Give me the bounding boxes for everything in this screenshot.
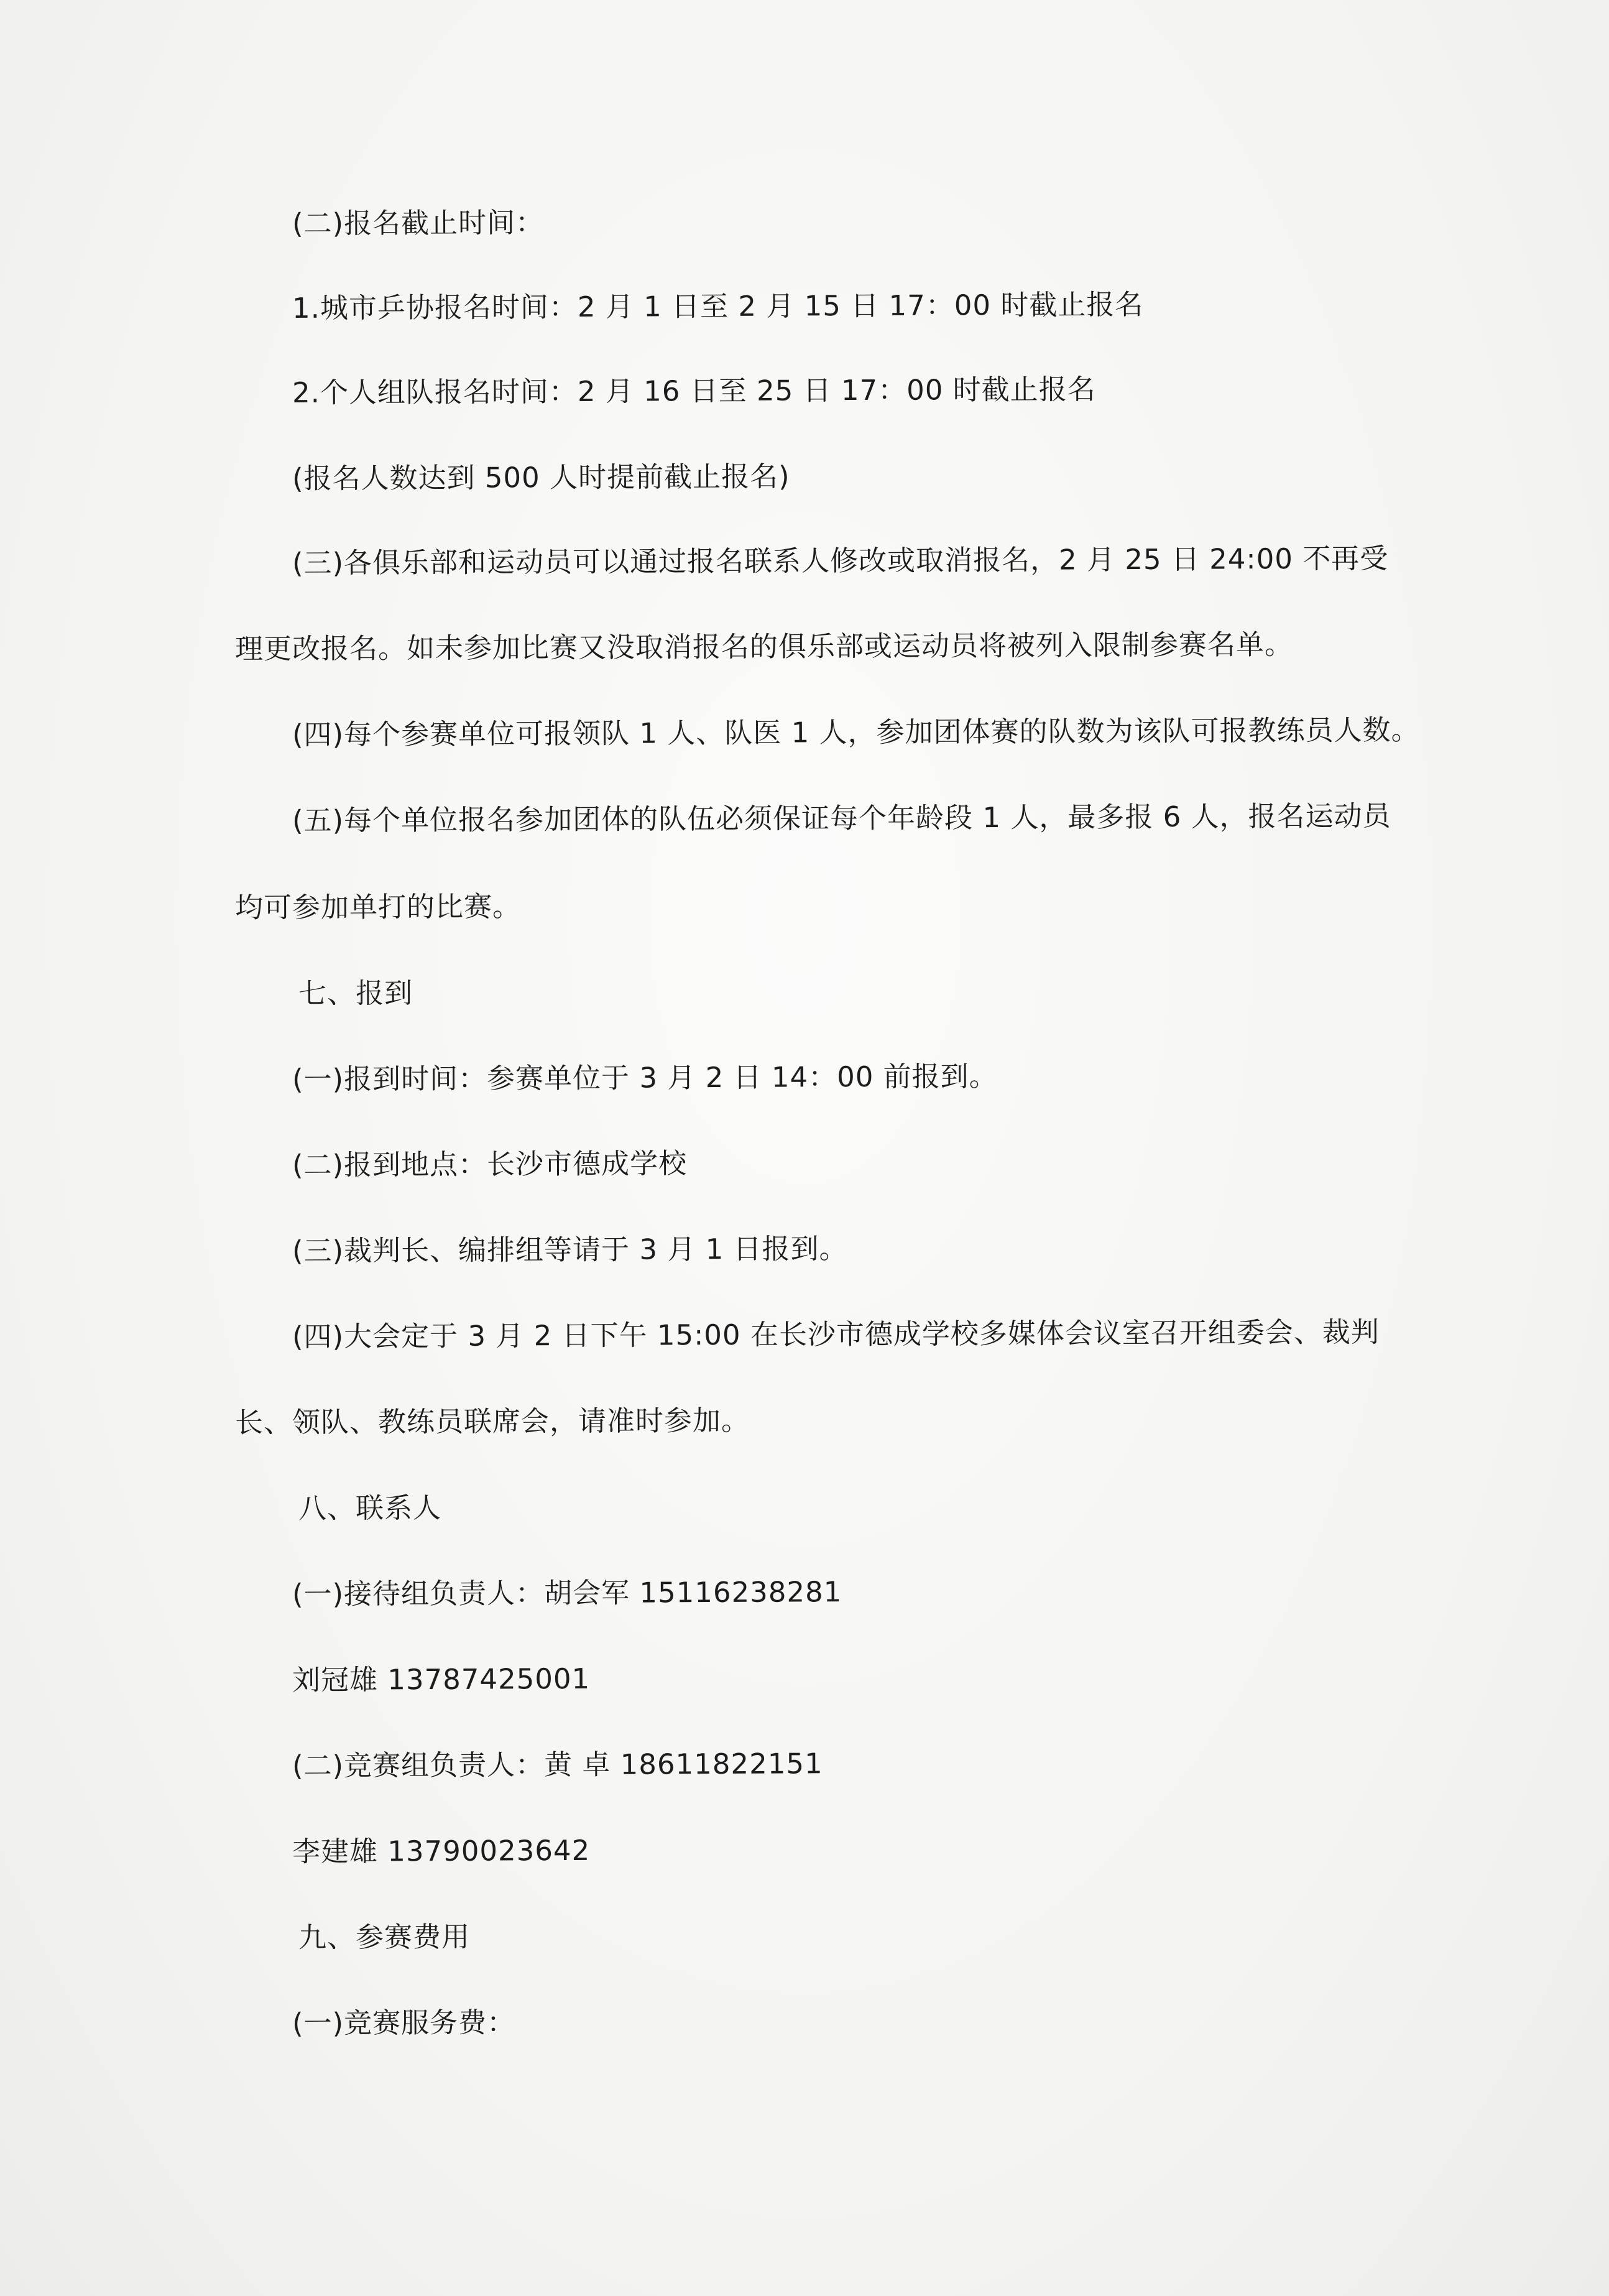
paragraph-line: 2.个人组队报名时间：2 月 16 日至 25 日 17：00 时截止报名 [292,373,1096,409]
paragraph-line: (二)报到地点：长沙市德成学校 [292,1147,688,1182]
section-heading: 八、联系人 [298,1491,442,1525]
paragraph-line: (一)接待组负责人：胡会军 15116238281 [292,1575,842,1611]
paragraph-line: (四)大会定于 3 月 2 日下午 15:00 在长沙市德成学校多媒体会议室召开组委会、裁判 [292,1315,1380,1353]
paragraph-line: (一)报到时间：参赛单位于 3 月 2 日 14：00 前报到。 [292,1060,998,1096]
paragraph-line: (三)裁判长、编排组等请于 3 月 1 日报到。 [292,1232,848,1267]
paragraph-line: (二)报名截止时间： [292,206,545,240]
paragraph-line: (二)竞赛组负责人：黄 卓 18611822151 [292,1747,823,1782]
paragraph-line: 长、领队、教练员联席会，请准时参加。 [234,1404,750,1439]
paragraph-line: (三)各俱乐部和运动员可以通过报名联系人修改或取消报名，2 月 25 日 24:00 不再受 [292,542,1389,580]
section-heading: 七、报到 [298,976,413,1010]
paragraph-line: 理更改报名。如未参加比赛又没取消报名的俱乐部或运动员将被列入限制参赛名单。 [234,627,1294,665]
paragraph-line: (报名人数达到 500 人时提前截止报名) [292,460,790,495]
paragraph-line: 1.城市乒协报名时间：2 月 1 日至 2 月 15 日 17：00 时截止报名 [292,288,1144,325]
paragraph-line: (四)每个参赛单位可报领队 1 人、队医 1 人，参加团体赛的队数为该队可报教练员人数。 [292,713,1420,751]
paragraph-line: (五)每个单位报名参加团体的队伍必须保证每个年龄段 1 人，最多报 6 人，报名运动员 [292,799,1391,837]
paragraph-line: 刘冠雄 13787425001 [292,1662,591,1697]
section-heading: 九、参赛费用 [298,1920,471,1954]
paragraph-line: (一)竞赛服务费： [292,2006,516,2040]
paragraph-line: 李建雄 13790023642 [292,1833,591,1868]
paragraph-line: 均可参加单打的比赛。 [234,889,522,924]
